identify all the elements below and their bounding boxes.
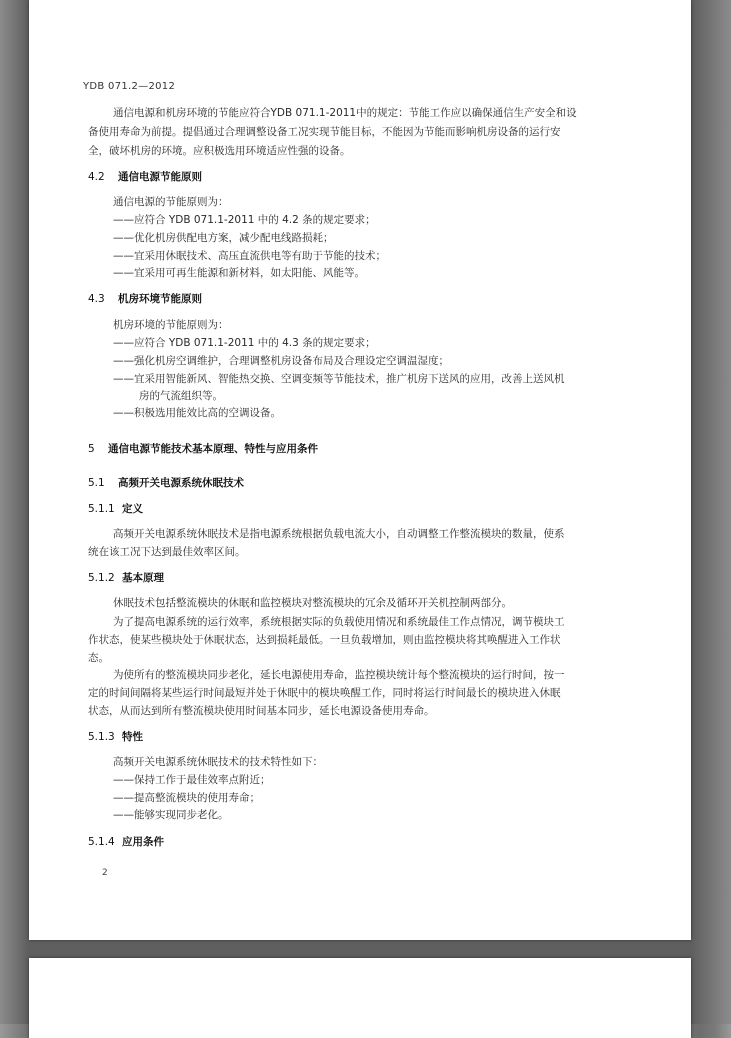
list-item: ——宜采用智能新风、智能热交换、空调变频等节能技术，推广机房下送风的应用，改善上送风机 bbox=[113, 373, 565, 385]
list-item: ——宜采用可再生能源和新材料，如太阳能、风能等。 bbox=[113, 267, 365, 279]
section-title: 特性 bbox=[122, 731, 143, 743]
paragraph-line: 作状态，使某些模块处于休眠状态，达到损耗最低。一旦负载增加，则由监控模块将其唤醒进入工作状 bbox=[88, 634, 561, 646]
section-heading bbox=[88, 292, 202, 306]
section-heading bbox=[88, 476, 244, 490]
section-title: 机房环境节能原则 bbox=[118, 293, 202, 305]
section-title: 高频开关电源系统休眠技术 bbox=[118, 477, 244, 489]
list-intro: 机房环境的节能原则为： bbox=[113, 319, 229, 331]
list-item: ——应符合 YDB 071.1-2011 中的 4.2 条的规定要求； bbox=[113, 214, 376, 226]
paragraph-line: 高频开关电源系统休眠技术是指电源系统根据负载电流大小，自动调整工作整流模块的数量，使系 bbox=[113, 528, 565, 540]
paragraph-line: 为使所有的整流模块同步老化，延长电源使用寿命，监控模块统计每个整流模块的运行时间，按一 bbox=[113, 669, 565, 681]
section-title: 定义 bbox=[122, 503, 143, 515]
list-item: ——应符合 YDB 071.1-2011 中的 4.3 条的规定要求； bbox=[113, 337, 376, 349]
section-number: 5 bbox=[88, 443, 95, 455]
list-item: ——提高整流模块的使用寿命； bbox=[113, 792, 260, 804]
list-item: ——优化机房供配电方案，减少配电线路损耗； bbox=[113, 232, 334, 244]
paragraph-line: 备使用寿命为前提。提倡通过合理调整设备工况实现节能目标，不能因为节能而影响机房设备的运行安 bbox=[88, 126, 561, 138]
subsection-heading bbox=[88, 730, 143, 744]
section-number: 5.1 bbox=[88, 477, 105, 489]
list-item-continuation: 房的气流组织等。 bbox=[139, 390, 223, 402]
paragraph-line: 状态，从而达到所有整流模块使用时间基本同步，延长电源设备使用寿命。 bbox=[88, 705, 435, 717]
subsection-heading bbox=[88, 571, 164, 585]
section-title: 应用条件 bbox=[122, 836, 164, 848]
list-item: ——能够实现同步老化。 bbox=[113, 809, 229, 821]
section-number: 5.1.4 bbox=[88, 836, 115, 848]
section-title: 基本原理 bbox=[122, 572, 164, 584]
paragraph-line: 为了提高电源系统的运行效率，系统根据实际的负载使用情况和系统最佳工作点情况，调节模块工 bbox=[113, 616, 565, 628]
chapter-heading bbox=[88, 442, 318, 456]
subsection-heading bbox=[88, 502, 143, 516]
paragraph-line: 通信电源和机房环境的节能应符合YDB 071.1-2011中的规定：节能工作应以确保通信生产安全和设 bbox=[113, 107, 577, 119]
page-number: 2 bbox=[102, 868, 108, 878]
section-number: 4.2 bbox=[88, 171, 105, 183]
section-number: 5.1.3 bbox=[88, 731, 115, 743]
list-intro: 通信电源的节能原则为： bbox=[113, 196, 229, 208]
list-item: ——保持工作于最佳效率点附近； bbox=[113, 774, 271, 786]
section-number: 5.1.2 bbox=[88, 572, 115, 584]
document-page[interactable] bbox=[29, 0, 691, 940]
list-intro: 高频开关电源系统休眠技术的技术特性如下： bbox=[113, 756, 323, 768]
section-heading bbox=[88, 170, 202, 184]
section-title: 通信电源节能技术基本原理、特性与应用条件 bbox=[108, 443, 318, 455]
paragraph-line: 统在该工况下达到最佳效率区间。 bbox=[88, 546, 246, 558]
section-number: 5.1.1 bbox=[88, 503, 115, 515]
page-header: YDB 071.2—2012 bbox=[83, 81, 176, 92]
page-content bbox=[29, 0, 691, 940]
paragraph-line: 定的时间间隔将某些运行时间最短并处于休眠中的模块唤醒工作，同时将运行时间最长的模块进入休眠 bbox=[88, 687, 561, 699]
paragraph-line: 休眠技术包括整流模块的休眠和监控模块对整流模块的冗余及循环开关机控制两部分。 bbox=[113, 597, 512, 609]
subsection-heading bbox=[88, 835, 164, 849]
next-document-page[interactable] bbox=[29, 958, 691, 1038]
paragraph-line: 态。 bbox=[88, 652, 109, 664]
paragraph-line: 全，破坏机房的环境。应积极选用环境适应性强的设备。 bbox=[88, 145, 351, 157]
section-title: 通信电源节能原则 bbox=[118, 171, 202, 183]
list-item: ——积极选用能效比高的空调设备。 bbox=[113, 407, 281, 419]
section-number: 4.3 bbox=[88, 293, 105, 305]
list-item: ——强化机房空调维护，合理调整机房设备布局及合理设定空调温湿度； bbox=[113, 355, 449, 367]
list-item: ——宜采用休眠技术、高压直流供电等有助于节能的技术； bbox=[113, 250, 386, 262]
